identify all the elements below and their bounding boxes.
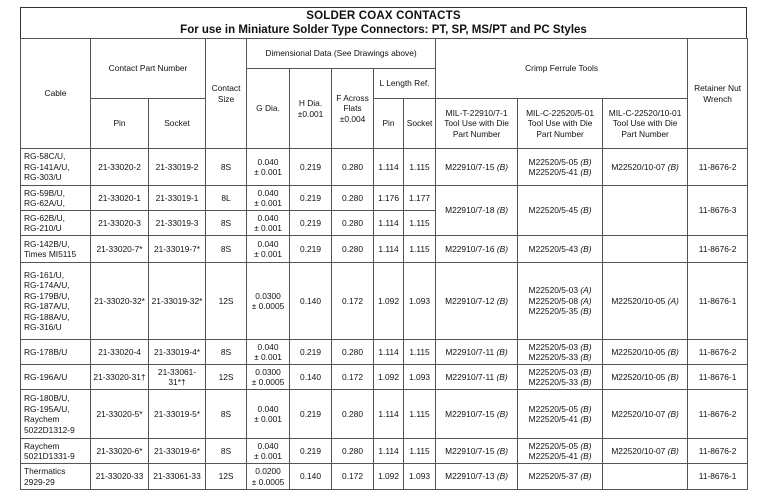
contact-size-cell: 8S: [206, 340, 247, 365]
header-crimp-ferrule-tools: Crimp Ferrule Tools: [436, 39, 688, 99]
g-dia-cell: 0.040 ± 0.001: [247, 211, 290, 236]
g-dia-cell: 0.040 ± 0.001: [247, 390, 290, 439]
contact-size-cell: 8S: [206, 211, 247, 236]
pin-part-number-cell: 21-33020-5*: [91, 390, 149, 439]
socket-part-number-cell: 21-33019-6*: [149, 439, 206, 464]
header-l-socket: Socket: [404, 99, 436, 149]
tool-mil-t-22910-cell: M22910/7-11 (B): [436, 340, 518, 365]
socket-part-number-cell: 21-33061-33: [149, 464, 206, 490]
h-dia-cell: 0.219: [290, 149, 332, 186]
l-pin-cell: 1.092: [374, 263, 404, 340]
l-socket-cell: 1.115: [404, 439, 436, 464]
f-across-flats-cell: 0.172: [332, 464, 374, 490]
header-pin: Pin: [91, 99, 149, 149]
h-dia-cell: 0.219: [290, 390, 332, 439]
tool-mil-c-22520-5-cell: M22520/5-03 (B) M22520/5-33 (B): [518, 365, 603, 390]
l-socket-cell: 1.115: [404, 236, 436, 263]
h-dia-cell: 0.219: [290, 439, 332, 464]
header-h-dia: H Dia. ±0.001: [290, 69, 332, 149]
header-tool-mil-c-22520-10: MIL-C-22520/10-01 Tool Use with Die Part Number: [603, 99, 688, 149]
g-dia-cell: 0.0300 ± 0.0005: [247, 263, 290, 340]
header-l-pin: Pin: [374, 99, 404, 149]
contact-size-cell: 12S: [206, 263, 247, 340]
socket-part-number-cell: 21-33019-7*: [149, 236, 206, 263]
f-across-flats-cell: 0.280: [332, 149, 374, 186]
h-dia-cell: 0.140: [290, 464, 332, 490]
f-across-flats-cell: 0.172: [332, 365, 374, 390]
retainer-nut-wrench-cell: 11-8676-1: [688, 263, 748, 340]
cable-cell: RG-62B/U, RG-210/U: [21, 211, 91, 236]
pin-part-number-cell: 21-33020-33: [91, 464, 149, 490]
table-body: [21, 149, 748, 490]
tool-mil-c-22520-10-cell: [603, 186, 688, 236]
table-row: [21, 236, 748, 263]
contact-size-cell: 12S: [206, 464, 247, 490]
l-pin-cell: 1.114: [374, 439, 404, 464]
l-pin-cell: 1.114: [374, 211, 404, 236]
pin-part-number-cell: 21-33020-32*: [91, 263, 149, 340]
l-socket-cell: 1.115: [404, 211, 436, 236]
f-across-flats-cell: 0.280: [332, 340, 374, 365]
socket-part-number-cell: 21-33019-32*: [149, 263, 206, 340]
retainer-nut-wrench-cell: 11-8676-2: [688, 236, 748, 263]
tool-mil-c-22520-10-cell: [603, 464, 688, 490]
header-tool-mil-t-22910: MIL-T-22910/7-1 Tool Use with Die Part Number: [436, 99, 518, 149]
l-pin-cell: 1.092: [374, 365, 404, 390]
cable-cell: RG-161/U, RG-174A/U, RG-179B/U, RG-187A/U, RG-188A/U, RG-316/U: [21, 263, 91, 340]
cable-cell: RG-59B/U, RG-62A/U,: [21, 186, 91, 211]
table-row: [21, 464, 748, 490]
cable-cell: RG-196A/U: [21, 365, 91, 390]
cable-cell: Raychem 5021D1331-9: [21, 439, 91, 464]
table-row: [21, 149, 748, 186]
l-socket-cell: 1.115: [404, 340, 436, 365]
contact-size-cell: 12S: [206, 365, 247, 390]
tool-mil-c-22520-10-cell: M22520/10-07 (B): [603, 149, 688, 186]
socket-part-number-cell: 21-33019-5*: [149, 390, 206, 439]
l-socket-cell: 1.115: [404, 149, 436, 186]
solder-coax-contacts-table-wrapper: [20, 7, 747, 490]
retainer-nut-wrench-cell: 11-8676-1: [688, 365, 748, 390]
l-socket-cell: 1.115: [404, 390, 436, 439]
f-across-flats-cell: 0.172: [332, 263, 374, 340]
table-row: [21, 439, 748, 464]
header-l-length-ref: L Length Ref.: [374, 69, 436, 99]
header-g-dia: G Dia.: [247, 69, 290, 149]
l-pin-cell: 1.114: [374, 149, 404, 186]
socket-part-number-cell: 21-33019-2: [149, 149, 206, 186]
table-row: [21, 263, 748, 340]
tool-mil-c-22520-10-cell: M22520/10-05 (A): [603, 263, 688, 340]
contact-size-cell: 8S: [206, 390, 247, 439]
l-socket-cell: 1.093: [404, 464, 436, 490]
table-subtitle: For use in Miniature Solder Type Connectors: PT, SP, MS/PT and PC Styles: [180, 24, 587, 36]
retainer-nut-wrench-cell: 11-8676-2: [688, 149, 748, 186]
f-across-flats-cell: 0.280: [332, 439, 374, 464]
table-row: [21, 186, 748, 211]
contact-size-cell: 8S: [206, 236, 247, 263]
retainer-nut-wrench-cell: 11-8676-2: [688, 340, 748, 365]
h-dia-cell: 0.219: [290, 236, 332, 263]
tool-mil-c-22520-10-cell: M22520/10-05 (B): [603, 365, 688, 390]
socket-part-number-cell: 21-33019-4*: [149, 340, 206, 365]
cable-cell: RG-58C/U, RG-141A/U, RG-303/U: [21, 149, 91, 186]
tool-mil-c-22520-10-cell: M22520/10-07 (B): [603, 390, 688, 439]
tool-mil-c-22520-5-cell: M22520/5-05 (B) M22520/5-41 (B): [518, 439, 603, 464]
l-socket-cell: 1.177: [404, 186, 436, 211]
f-across-flats-cell: 0.280: [332, 186, 374, 211]
pin-part-number-cell: 21-33020-3: [91, 211, 149, 236]
contact-size-cell: 8S: [206, 439, 247, 464]
g-dia-cell: 0.040 ± 0.001: [247, 340, 290, 365]
tool-mil-c-22520-5-cell: M22520/5-05 (B) M22520/5-41 (B): [518, 390, 603, 439]
table-row: [21, 340, 748, 365]
tool-mil-c-22520-10-cell: M22520/10-07 (B): [603, 439, 688, 464]
l-pin-cell: 1.114: [374, 390, 404, 439]
contact-size-cell: 8S: [206, 149, 247, 186]
tool-mil-c-22520-5-cell: M22520/5-37 (B): [518, 464, 603, 490]
tool-mil-c-22520-10-cell: M22520/10-05 (B): [603, 340, 688, 365]
tool-mil-c-22520-5-cell: M22520/5-05 (B) M22520/5-41 (B): [518, 149, 603, 186]
socket-part-number-cell: 21-33061-31*†: [149, 365, 206, 390]
tool-mil-t-22910-cell: M22910/7-15 (B): [436, 390, 518, 439]
cable-cell: RG-180B/U, RG-195A/U, Raychem 5022D1312-9: [21, 390, 91, 439]
contact-size-cell: 8L: [206, 186, 247, 211]
g-dia-cell: 0.0200 ± 0.0005: [247, 464, 290, 490]
g-dia-cell: 0.0300 ± 0.0005: [247, 365, 290, 390]
cable-cell: Thermatics 2929-29: [21, 464, 91, 490]
tool-mil-t-22910-cell: M22910/7-12 (B): [436, 263, 518, 340]
l-pin-cell: 1.114: [374, 340, 404, 365]
f-across-flats-cell: 0.280: [332, 211, 374, 236]
h-dia-cell: 0.219: [290, 186, 332, 211]
header-socket: Socket: [149, 99, 206, 149]
socket-part-number-cell: 21-33019-3: [149, 211, 206, 236]
l-socket-cell: 1.093: [404, 365, 436, 390]
f-across-flats-cell: 0.280: [332, 236, 374, 263]
h-dia-cell: 0.140: [290, 365, 332, 390]
pin-part-number-cell: 21-33020-31†: [91, 365, 149, 390]
tool-mil-t-22910-cell: M22910/7-16 (B): [436, 236, 518, 263]
header-tool-mil-c-22520-5: MIL-C-22520/5-01 Tool Use with Die Part Number: [518, 99, 603, 149]
pin-part-number-cell: 21-33020-7*: [91, 236, 149, 263]
tool-mil-c-22520-10-cell: [603, 236, 688, 263]
pin-part-number-cell: 21-33020-2: [91, 149, 149, 186]
pin-part-number-cell: 21-33020-6*: [91, 439, 149, 464]
tool-mil-t-22910-cell: M22910/7-13 (B): [436, 464, 518, 490]
tool-mil-t-22910-cell: M22910/7-11 (B): [436, 365, 518, 390]
g-dia-cell: 0.040 ± 0.001: [247, 236, 290, 263]
header-cable: Cable: [21, 39, 91, 149]
header-contact-size: Contact Size: [206, 39, 247, 149]
table-row: [21, 365, 748, 390]
retainer-nut-wrench-cell: 11-8676-2: [688, 390, 748, 439]
table-title-box: [20, 7, 747, 38]
header-f-across-flats: F Across Flats ±0.004: [332, 69, 374, 149]
pin-part-number-cell: 21-33020-4: [91, 340, 149, 365]
l-pin-cell: 1.176: [374, 186, 404, 211]
g-dia-cell: 0.040 ± 0.001: [247, 149, 290, 186]
header-retainer-nut-wrench: Retainer Nut Wrench: [688, 39, 748, 149]
g-dia-cell: 0.040 ± 0.001: [247, 439, 290, 464]
h-dia-cell: 0.219: [290, 340, 332, 365]
header-dimensional-data: Dimensional Data (See Drawings above): [247, 39, 436, 69]
l-pin-cell: 1.092: [374, 464, 404, 490]
cable-cell: RG-178B/U: [21, 340, 91, 365]
retainer-nut-wrench-cell: 11-8676-3: [688, 186, 748, 236]
table-row: [21, 390, 748, 439]
l-pin-cell: 1.114: [374, 236, 404, 263]
header-contact-part-number: Contact Part Number: [91, 39, 206, 99]
retainer-nut-wrench-cell: 11-8676-2: [688, 439, 748, 464]
tool-mil-c-22520-5-cell: M22520/5-43 (B): [518, 236, 603, 263]
tool-mil-c-22520-5-cell: M22520/5-45 (B): [518, 186, 603, 236]
f-across-flats-cell: 0.280: [332, 390, 374, 439]
socket-part-number-cell: 21-33019-1: [149, 186, 206, 211]
g-dia-cell: 0.040 ± 0.001: [247, 186, 290, 211]
h-dia-cell: 0.140: [290, 263, 332, 340]
tool-mil-c-22520-5-cell: M22520/5-03 (A) M22520/5-08 (A) M22520/5-35 (B): [518, 263, 603, 340]
h-dia-cell: 0.219: [290, 211, 332, 236]
tool-mil-t-22910-cell: M22910/7-18 (B): [436, 186, 518, 236]
tool-mil-c-22520-5-cell: M22520/5-03 (B) M22520/5-33 (B): [518, 340, 603, 365]
contacts-table: [20, 38, 748, 490]
pin-part-number-cell: 21-33020-1: [91, 186, 149, 211]
tool-mil-t-22910-cell: M22910/7-15 (B): [436, 439, 518, 464]
table-title: SOLDER COAX CONTACTS: [306, 10, 461, 22]
tool-mil-t-22910-cell: M22910/7-15 (B): [436, 149, 518, 186]
retainer-nut-wrench-cell: 11-8676-1: [688, 464, 748, 490]
l-socket-cell: 1.093: [404, 263, 436, 340]
cable-cell: RG-142B/U, Times MI5115: [21, 236, 91, 263]
